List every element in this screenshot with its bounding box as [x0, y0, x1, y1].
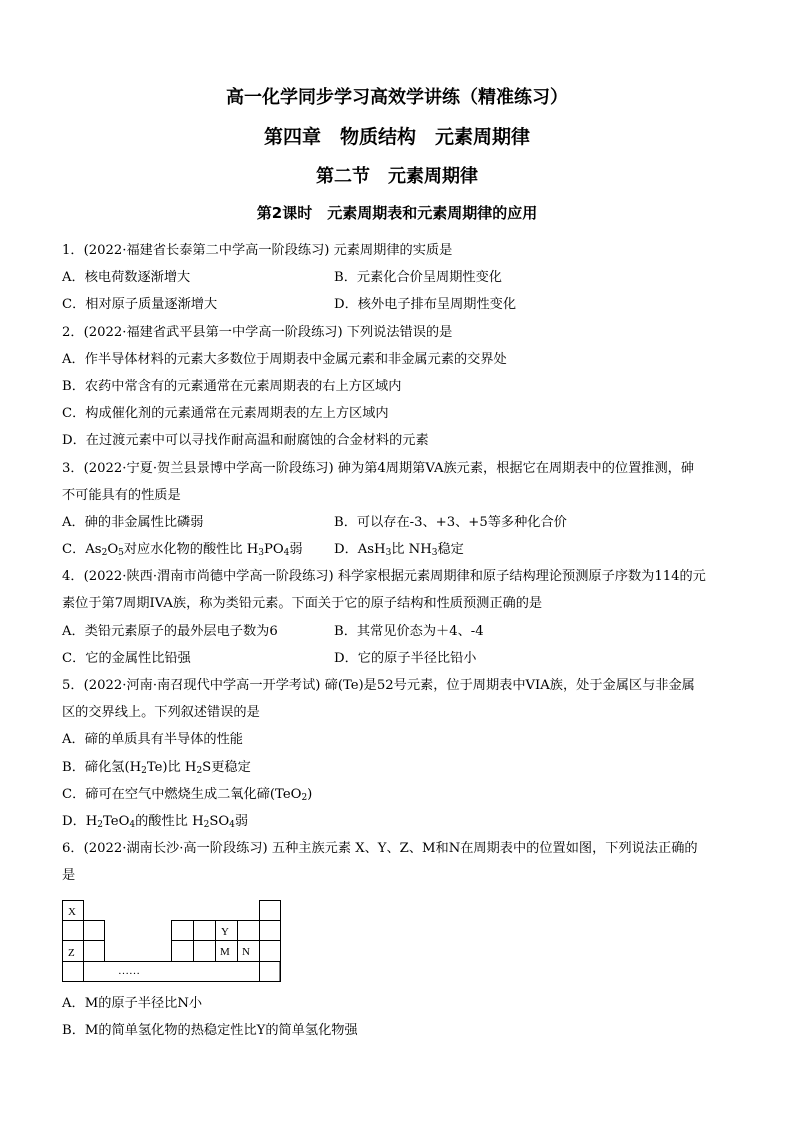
cell-m: M: [220, 945, 230, 958]
cell-x: X: [68, 905, 76, 918]
q1-option-b: B．元素化合价呈周期性变化: [334, 270, 502, 286]
q3-option-a: A．砷的非金属性比磷弱: [62, 514, 204, 530]
q3-stem-line2: 不可能具有的性质是: [62, 487, 181, 503]
q1-option-c: C．相对原子质量逐渐增大: [62, 297, 218, 313]
q1-option-d: D．核外电子排布呈周期性变化: [334, 297, 517, 313]
q2-option-d: D．在过渡元素中可以寻找作耐高温和耐腐蚀的合金材料的元素: [62, 433, 429, 449]
cell-y: Y: [221, 925, 229, 938]
lesson-title: 第2课时 元素周期表和元素周期律的应用: [256, 204, 538, 222]
q5-option-b: B．碲化氢$(H_2Te)$比 $H_2S$更稳定: [62, 759, 251, 776]
q6-option-a: A．M的原子半径比N小: [62, 995, 203, 1011]
doc-title: 高一化学同步学习高效学讲练（精准练习）: [226, 87, 568, 108]
periodic-table-figure: [62, 890, 742, 990]
q2-option-b: B．农药中常含有的元素通常在元素周期表的右上方区域内: [62, 378, 402, 394]
q5-option-a: A．碲的单质具有半导体的性能: [62, 732, 243, 748]
q6-stem-line1: 6．(2022·湖南长沙·高一阶段练习) 五种主族元素 X、Y、Z、M和N在周期表中的位置如图，下列说法正确的: [62, 841, 698, 857]
q4-stem-line2: 素位于第7周期IVA族，称为类铅元素。下面关于它的原子结构和性质预测正确的是: [62, 596, 543, 612]
q2-option-a: A．作半导体材料的元素大多数位于周期表中金属元素和非金属元素的交界处: [62, 351, 507, 367]
q5-stem-line2: 区的交界线上。下列叙述错误的是: [62, 705, 260, 721]
q3-options-row2: [62, 536, 742, 563]
q4-options-row1: [62, 618, 742, 645]
q4-option-d: D．它的原子半径比铅小: [334, 650, 477, 666]
q5-option-c: C．碲可在空气中燃烧生成二氧化碲(TeO$_2$): [62, 786, 313, 803]
q3-option-c: C．$As_2O_5$对应水化物的酸性比 $H_3PO_4$弱: [62, 542, 303, 559]
q1-options-row1: [62, 264, 742, 291]
q6-option-b: B．M的简单氢化物的热稳定性比Y的简单氢化物强: [62, 1022, 358, 1038]
q4-option-b: B．其常见价态为＋4、-4: [334, 623, 484, 639]
q4-option-a: A．类铅元素原子的最外层电子数为6: [62, 623, 278, 639]
q1-stem: 1．(2022·福建省长泰第二中学高一阶段练习) 元素周期律的实质是: [62, 243, 453, 258]
cell-z: Z: [68, 946, 75, 959]
q3-option-b: B．可以存在-3、+3、+5等多种化合价: [334, 514, 567, 530]
q5-option-d: D．$H_2TeO_4$的酸性比 $H_2SO_4$弱: [62, 813, 249, 830]
q3-option-d: D．AsH$_3$比 $NH_3$稳定: [334, 542, 464, 559]
question-list: [62, 237, 742, 1044]
cell-n: N: [242, 945, 250, 958]
q3-stem-line1: 3．(2022·宁夏·贺兰县景博中学高一阶段练习) 砷为第4周期第VA族元素，根据它在周期表中的位置推测，砷: [62, 460, 695, 476]
q3-options-row1: [62, 509, 742, 536]
q2-stem: 2．(2022·福建省武平县第一中学高一阶段练习) 下列说法错误的是: [62, 324, 453, 340]
section-title: 第二节 元素周期律: [316, 166, 478, 187]
q4-options-row2: [62, 645, 742, 672]
q1-options-row2: [62, 291, 742, 318]
q4-stem-line1: 4．(2022·陕西·渭南市尚德中学高一阶段练习) 科学家根据元素周期律和原子结构理论预测原子序数为114的元: [62, 569, 706, 585]
q6-stem-line2: 是: [62, 868, 76, 884]
q1-option-a: A．核电荷数逐渐增大: [62, 270, 191, 286]
cell-dots: ……: [118, 964, 140, 977]
q2-option-c: C．构成催化剂的元素通常在元素周期表的左上方区域内: [62, 406, 389, 422]
periodic-table-grid: [62, 900, 286, 984]
q4-option-c: C．它的金属性比铅强: [62, 650, 191, 666]
q5-stem-line1: 5．(2022·河南·南召现代中学高一开学考试) 碲(Te)是52号元素，位于周期表中VIA族，处于金属区与非金属: [62, 678, 695, 693]
chapter-title: 第四章 物质结构 元素周期律: [263, 126, 530, 148]
